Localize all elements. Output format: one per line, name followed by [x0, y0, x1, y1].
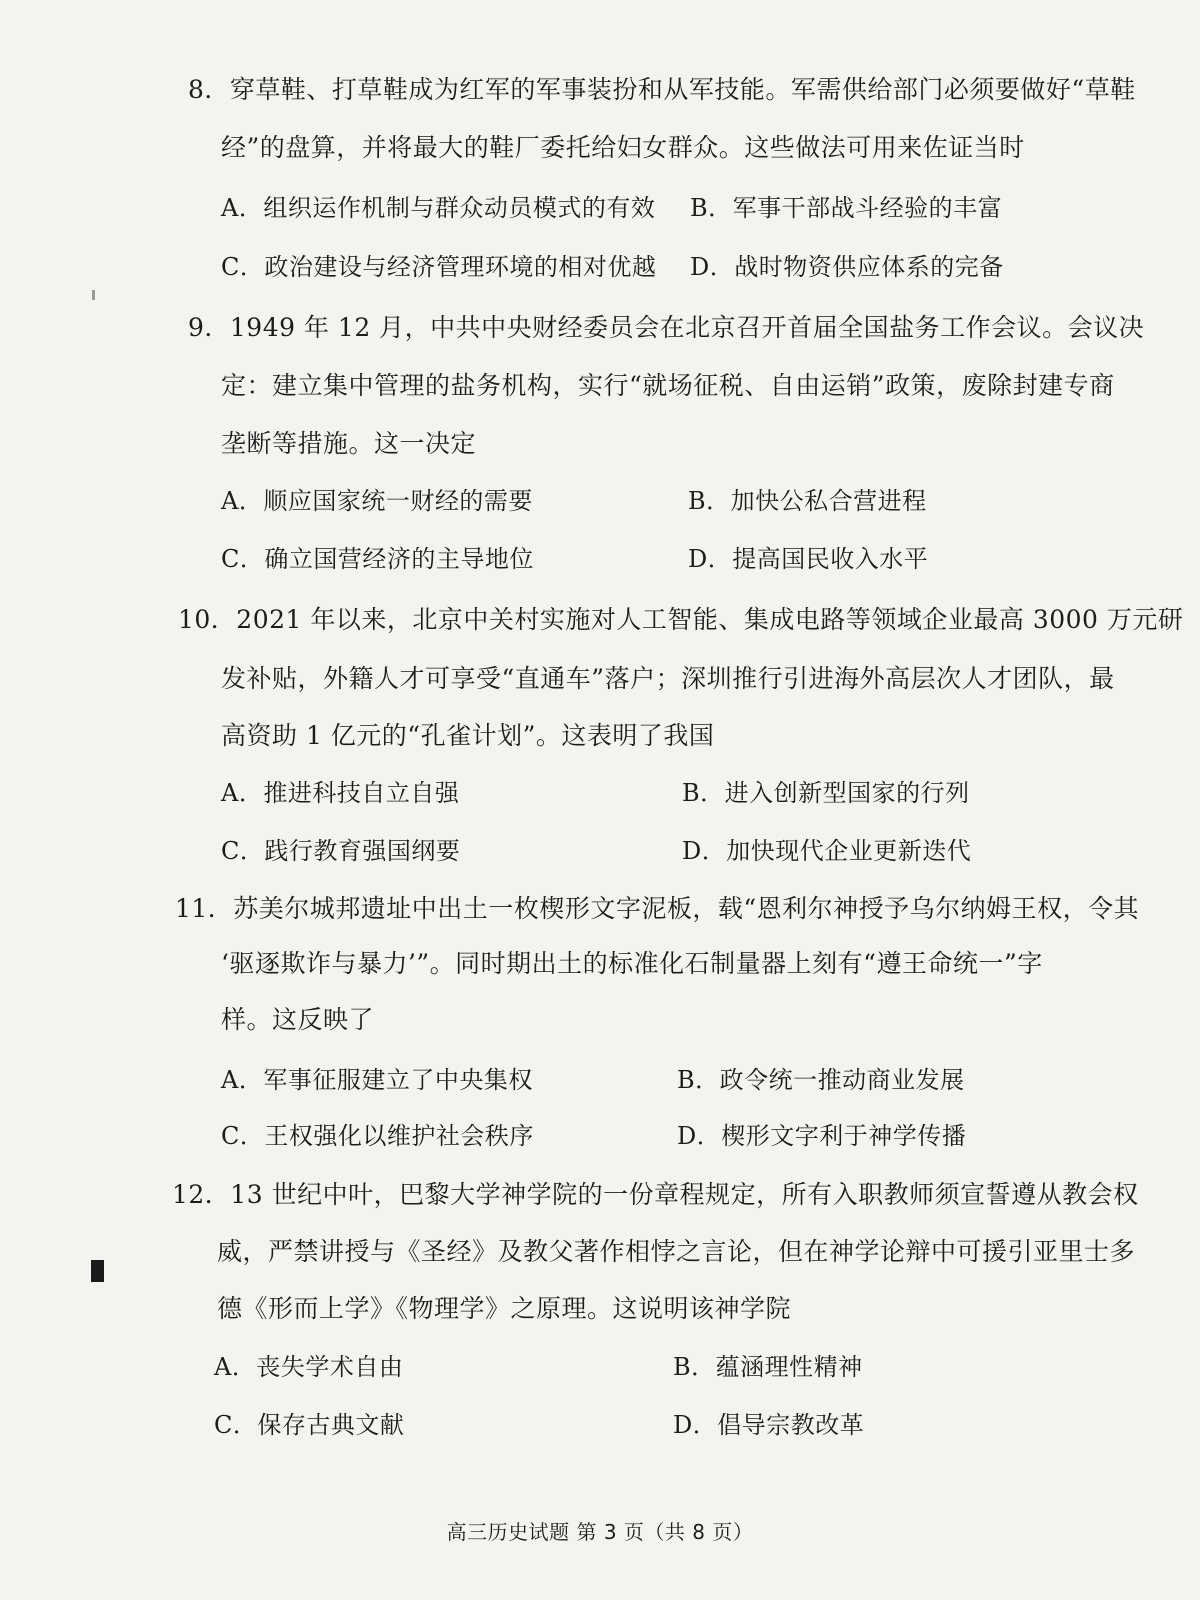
question-11-option-c: C．王权强化以维护社会秩序 — [221, 1122, 534, 1150]
question-11-option-d: D．楔形文字利于神学传播 — [677, 1122, 967, 1150]
question-10-option-b: B．进入创新型国家的行列 — [682, 779, 970, 807]
question-9-option-b: B．加快公私合营进程 — [688, 487, 927, 515]
question-9-option-c: C．确立国营经济的主导地位 — [221, 545, 534, 573]
question-10-option-a: A．推进科技自立自强 — [221, 779, 460, 807]
question-8-option-c: C．政治建设与经济管理环境的相对优越 — [221, 253, 657, 281]
question-8-option-d: D．战时物资供应体系的完备 — [690, 253, 1004, 281]
question-8-option-b: B．军事干部战斗经验的丰富 — [690, 194, 1003, 222]
question-9-line-3: 垄断等措施。这一决定 — [221, 429, 477, 458]
scan-margin-mark — [92, 290, 95, 300]
question-12-line-1: 12．13 世纪中叶，巴黎大学神学院的一份章程规定，所有入职教师须宣誓遵从教会权 — [172, 1180, 1139, 1209]
question-11-line-3: 样。这反映了 — [221, 1005, 375, 1034]
scan-margin-block — [91, 1260, 104, 1282]
question-9-line-1: 9．1949 年 12 月，中共中央财经委员会在北京召开首届全国盐务工作会议。会议决 — [188, 313, 1145, 342]
question-10-line-2: 发补贴，外籍人才可享受“直通车”落户；深圳推行引进海外高层次人才团队，最 — [221, 664, 1115, 693]
question-12-option-a: A．丧失学术自由 — [214, 1353, 404, 1381]
question-11-option-b: B．政令统一推动商业发展 — [677, 1066, 965, 1094]
question-9-line-2: 定：建立集中管理的盐务机构，实行“就场征税、自由运销”政策，废除封建专商 — [221, 371, 1115, 400]
question-10-option-c: C．践行教育强国纲要 — [221, 837, 461, 865]
question-12-line-3: 德《形而上学》《物理学》之原理。这说明该神学院 — [217, 1294, 792, 1323]
question-10-line-1: 10．2021 年以来，北京中关村实施对人工智能、集成电路等领域企业最高 3000 万元研 — [178, 605, 1184, 634]
question-8-line-1: 8．穿草鞋、打草鞋成为红军的军事装扮和从军技能。军需供给部门必须要做好“草鞋 — [188, 75, 1136, 104]
question-12-line-2: 威，严禁讲授与《圣经》及教父著作相悖之言论，但在神学论辩中可援引亚里士多 — [217, 1237, 1136, 1266]
question-11-line-2: ‘驱逐欺诈与暴力’”。同时期出土的标准化石制量器上刻有“遵王命统一”字 — [221, 949, 1043, 978]
question-12-option-d: D．倡导宗教改革 — [673, 1411, 865, 1439]
question-9-option-d: D．提高国民收入水平 — [688, 545, 929, 573]
question-8-option-a: A．组织运作机制与群众动员模式的有效 — [221, 194, 656, 222]
question-8-line-2: 经”的盘算，并将最大的鞋厂委托给妇女群众。这些做法可用来佐证当时 — [221, 133, 1025, 162]
question-10-line-3: 高资助 1 亿元的“孔雀计划”。这表明了我国 — [221, 721, 715, 750]
question-11-option-a: A．军事征服建立了中央集权 — [221, 1066, 533, 1094]
question-12-option-c: C．保存古典文献 — [214, 1411, 405, 1439]
question-10-option-d: D．加快现代企业更新迭代 — [682, 837, 972, 865]
question-9-option-a: A．顺应国家统一财经的需要 — [221, 487, 533, 515]
question-12-option-b: B．蕴涵理性精神 — [673, 1353, 863, 1381]
question-11-line-1: 11．苏美尔城邦遗址中出土一枚楔形文字泥板，载“恩利尔神授予乌尔纳姆王权，令其 — [175, 894, 1140, 923]
page-footer: 高三历史试题 第 3 页（共 8 页） — [446, 1520, 754, 1544]
